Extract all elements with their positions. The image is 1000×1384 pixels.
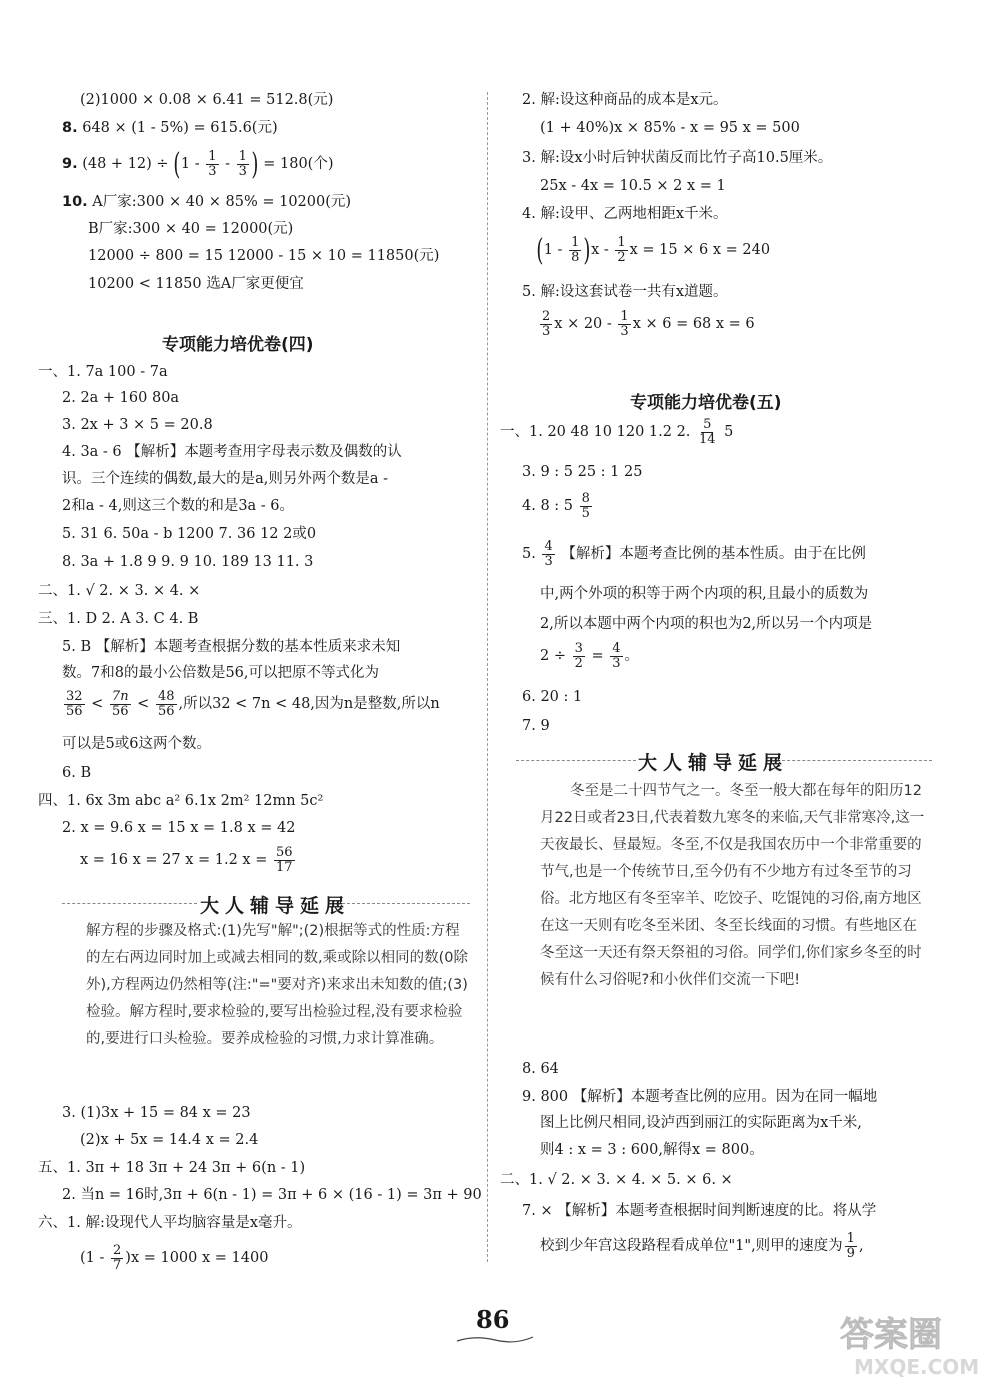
- answer-line: 2. x = 9.6 x = 15 x = 1.8 x = 42: [62, 820, 296, 836]
- answer-line: 8. 3a + 1.8 9 9. 9 10. 189 13 11. 3: [62, 554, 314, 570]
- answer-text: 【解析】本题考查比例的基本性质。由于在比例: [556, 546, 866, 563]
- answer-line: 4. 3a - 6 【解析】本题考查用字母表示数及偶数的认: [62, 444, 402, 460]
- numerator: 4: [544, 539, 553, 554]
- answer-line: 3. 解:设x小时后钟状菌反而比竹子高10.5厘米。: [522, 150, 833, 166]
- section-title: 专项能力培优卷(五): [630, 393, 782, 413]
- answer-line: 9. 800 【解析】本题考查比例的应用。因为在同一幅地: [522, 1089, 878, 1105]
- numerator: 2: [542, 309, 551, 324]
- answer-line: [80, 846, 297, 874]
- answer-line: 5. 31 6. 50a - b 1200 7. 36 12 2或0: [62, 526, 317, 542]
- fraction: [610, 642, 622, 670]
- answer-line: 2和a - 4,则这三个数的和是3a - 6。: [62, 498, 295, 514]
- answer-line: 三、1. D 2. A 3. C 4. B: [38, 611, 199, 627]
- answer-text: (1 -: [80, 1250, 109, 1267]
- numerator: 1: [571, 235, 580, 250]
- denominator: 9: [846, 1245, 855, 1261]
- fraction: [618, 310, 630, 338]
- denominator: 3: [238, 163, 247, 179]
- answer-text: x × 6 = 68 x = 6: [632, 316, 755, 333]
- answer-line: [522, 540, 866, 568]
- answer-line: 4. 解:设甲、乙两地相距x千米。: [522, 206, 728, 222]
- answer-line: 6. B: [62, 765, 92, 781]
- denominator: 3: [620, 323, 629, 339]
- numerator: 8: [581, 491, 590, 506]
- extension-text: 解方程的步骤及格式:(1)先写"解";(2)根据等式的性质:方程的左右两边同时加上或减去相同的数,乘或除以相同的数(0除外),方程两边仍然相等(注:"="要对齐)来求出未知数的值;(3)检验。解方程时,要求检验的,要写出检验过程,没有要求检验的,要进行口头检验。要养成检验的习惯,力求计算准确。: [86, 923, 468, 1047]
- answer-line: 五、1. 3π + 18 3π + 24 3π + 6(n - 1): [38, 1160, 306, 1176]
- numerator: 1: [238, 149, 247, 164]
- answer-text: )x = 1000 x = 1400: [125, 1250, 269, 1267]
- answer-line: [540, 642, 639, 670]
- denominator: 5: [581, 505, 590, 521]
- answer-line: 10200 < 11850 选A厂家更便宜: [88, 276, 304, 292]
- fraction: [542, 540, 554, 568]
- denominator: 3: [612, 655, 621, 671]
- answer-text: 一、1. 20 48 10 120 1.2 2.: [500, 424, 696, 441]
- denominator: 3: [208, 163, 217, 179]
- answer-line: [540, 1232, 864, 1260]
- denominator: 56: [157, 703, 175, 719]
- answer-line: [62, 195, 351, 210]
- watermark-logo: [830, 1312, 990, 1380]
- fraction: [540, 310, 552, 338]
- denominator: 17: [275, 859, 293, 875]
- answer-line: 则4 : x = 3 : 600,解得x = 800。: [540, 1142, 764, 1158]
- extension-rule: [342, 903, 470, 904]
- denominator: 56: [66, 703, 83, 719]
- page-number-ornament: [455, 1333, 535, 1345]
- numerator: 4: [612, 641, 621, 656]
- answer-text: = 180(个): [258, 156, 334, 173]
- question-number: 9.: [62, 156, 78, 173]
- section-title: 专项能力培优卷(四): [162, 335, 314, 355]
- answer-line: [62, 146, 334, 182]
- answer-text: 5: [719, 424, 734, 441]
- fraction: [237, 150, 249, 178]
- answer-text: x × 20 -: [554, 316, 617, 333]
- watermark-text: 答案圈: [840, 1315, 942, 1355]
- paren: ): [251, 146, 259, 182]
- denominator: 2: [617, 249, 626, 265]
- answer-line: 8. 64: [522, 1061, 559, 1077]
- answer-line: 识。三个连续的偶数,最大的是a,则另外两个数是a -: [62, 471, 389, 487]
- numerator: 1: [208, 149, 217, 164]
- denominator: 56: [111, 703, 129, 719]
- answer-text: x = 15 × 6 x = 240: [629, 242, 771, 259]
- numerator: 48: [157, 689, 175, 704]
- answer-line: 六、1. 解:设现代人平均脑容量是x毫升。: [38, 1215, 302, 1231]
- question-number: 10.: [62, 194, 88, 210]
- paren: (: [173, 146, 181, 182]
- answer-text: ,: [858, 1238, 864, 1255]
- answer-text: ,所以32 < 7n < 48,因为n是整数,所以n: [178, 696, 440, 713]
- answer-line: 2. 当n = 16时,3π + 6(n - 1) = 3π + 6 × (16 - 1) = 3π + 90: [62, 1187, 482, 1203]
- extension-title: 大人辅导延展: [200, 895, 351, 917]
- numerator: 56: [275, 845, 293, 860]
- numerator: 1: [617, 235, 626, 250]
- answer-line: 5. B 【解析】本题考查根据分数的基本性质来求未知: [62, 639, 401, 655]
- answer-line: 图上比例尺相同,设泸西到丽江的实际距离为x千米,: [540, 1115, 862, 1131]
- answer-line: 2. 2a + 160 80a: [62, 390, 180, 406]
- numerator: 7n: [111, 689, 129, 704]
- answer-line: 3. (1)3x + 15 = 84 x = 23: [62, 1105, 251, 1121]
- answer-text: =: [586, 648, 609, 665]
- paren: (: [536, 232, 544, 268]
- fraction: [64, 690, 85, 718]
- answer-text: 2 ÷: [540, 648, 571, 665]
- answer-line: 二、1. √ 2. × 3. × 4. ×: [38, 583, 201, 599]
- answer-line: [536, 232, 771, 268]
- extension-rule: [516, 760, 636, 761]
- extension-text: 冬至是二十四节气之一。冬至一般大都在每年的阳历12月22日或者23日,代表着数九寒冬的来临,天气非常寒冷,这一天夜最长、昼最短。冬至,不仅是我国农历中一个非常重要的节气,也是一个传统节日,至今仍有不少地方有过冬至节的习俗。北方地区有冬至宰羊、吃饺子、吃馄饨的习俗,南方地区在这一天则有吃冬至米团、冬至长线面的习惯。有些地区在冬至这一天还有祭天祭祖的习俗。同学们,你们家乡冬至的时候有什么习俗呢?和小伙伴们交流一下吧!: [540, 783, 925, 988]
- answer-line: 3. 9 : 5 25 : 1 25: [522, 464, 643, 480]
- answer-text: (48 + 12) ÷: [77, 156, 174, 173]
- answer-text: x -: [591, 242, 614, 259]
- numerator: 2: [113, 1243, 122, 1258]
- answer-text: 。: [624, 648, 640, 665]
- answer-line: 2,所以本题中两个内项的积也为2,所以另一个内项是: [540, 616, 873, 632]
- answer-line: 7. × 【解析】本题考查根据时间判断速度的比。将从学: [522, 1203, 877, 1219]
- answer-line: 12000 ÷ 800 = 15 12000 - 15 × 10 = 11850(元): [88, 248, 440, 264]
- answer-text: A厂家:300 × 40 × 85% = 10200(元): [87, 194, 352, 210]
- answer-line: 四、1. 6x 3m abc a² 6.1x 2m² 12mn 5c²: [38, 793, 324, 809]
- extension-rule: [62, 903, 197, 904]
- denominator: 3: [544, 553, 553, 569]
- denominator: 7: [113, 1257, 122, 1273]
- answer-line: B厂家:300 × 40 = 12000(元): [88, 221, 294, 237]
- answer-line: 3. 2x + 3 × 5 = 20.8: [62, 417, 213, 433]
- fraction: [206, 150, 218, 178]
- answer-line: 6. 20 : 1: [522, 689, 583, 705]
- paren: ): [583, 232, 591, 268]
- column-divider: [487, 92, 488, 1262]
- denominator: 3: [542, 323, 551, 339]
- numerator: 32: [66, 689, 83, 704]
- numerator: 5: [703, 417, 712, 432]
- answer-line: 2. 解:设这种商品的成本是x元。: [522, 92, 728, 108]
- answer-text: 648 × (1 - 5%) = 615.6(元): [77, 120, 278, 136]
- answer-line: [538, 310, 755, 338]
- answer-line: 25x - 4x = 10.5 × 2 x = 1: [540, 178, 726, 194]
- fraction: [110, 690, 131, 718]
- answer-line: [522, 492, 594, 520]
- fraction: [156, 690, 177, 718]
- numerator: 1: [846, 1231, 855, 1246]
- answer-line: [80, 1244, 268, 1272]
- answer-line: (2)x + 5x = 14.4 x = 2.4: [80, 1132, 259, 1148]
- answer-line: (2)1000 × 0.08 × 6.41 = 512.8(元): [80, 92, 334, 108]
- answer-text: 1 -: [543, 242, 568, 259]
- answer-line: 中,两个外项的积等于两个内项的积,且最小的质数为: [540, 586, 869, 602]
- fraction: [111, 1244, 123, 1272]
- fraction: [845, 1232, 857, 1260]
- answer-line: 7. 9: [522, 718, 550, 734]
- fraction: [580, 492, 592, 520]
- answer-text: 4. 8 : 5: [522, 498, 578, 515]
- answer-line: 可以是5或6这两个数。: [62, 736, 211, 752]
- question-number: 8.: [62, 120, 78, 136]
- answer-text: 1 -: [180, 156, 205, 173]
- fraction: [697, 418, 718, 446]
- answer-line: [62, 121, 278, 136]
- answer-text: x = 16 x = 27 x = 1.2 x =: [80, 852, 272, 869]
- watermark-url: MXQE.COM: [854, 1355, 980, 1379]
- answer-line: 5. 解:设这套试卷一共有x道题。: [522, 284, 728, 300]
- denominator: 8: [571, 249, 580, 265]
- denominator: 14: [699, 431, 716, 447]
- fraction: [569, 236, 581, 264]
- extension-rule: [782, 760, 932, 761]
- answer-line: $\frac{32}{56}$ < $\frac{7n}{56}$ < $\frac{48}{56}$ ,所以32 < 7n < 48,因为n是整数,所以n: [66, 689, 440, 719]
- fraction: [615, 236, 627, 264]
- answer-line: 二、1. √ 2. × 3. × 4. × 5. × 6. ×: [500, 1172, 733, 1188]
- answer-line: 数。7和8的最小公倍数是56,可以把原不等式化为: [62, 665, 380, 681]
- extension-title: 大人辅导延展: [638, 752, 789, 774]
- answer-line: [500, 418, 733, 446]
- question-number: 5.: [522, 546, 541, 563]
- answer-line: (1 + 40%)x × 85% - x = 95 x = 500: [540, 120, 800, 136]
- fraction: [573, 642, 585, 670]
- numerator: 1: [620, 309, 629, 324]
- answer-text: 校到少年宫这段路程看成单位"1",则甲的速度为: [540, 1238, 843, 1255]
- page-number: 86: [476, 1305, 510, 1334]
- answer-line: 一、1. 7a 100 - 7a: [38, 364, 168, 380]
- numerator: 3: [574, 641, 583, 656]
- fraction: [274, 846, 295, 874]
- denominator: 2: [574, 655, 583, 671]
- watermark-graphic: [830, 1312, 990, 1380]
- answer-text: -: [220, 156, 235, 173]
